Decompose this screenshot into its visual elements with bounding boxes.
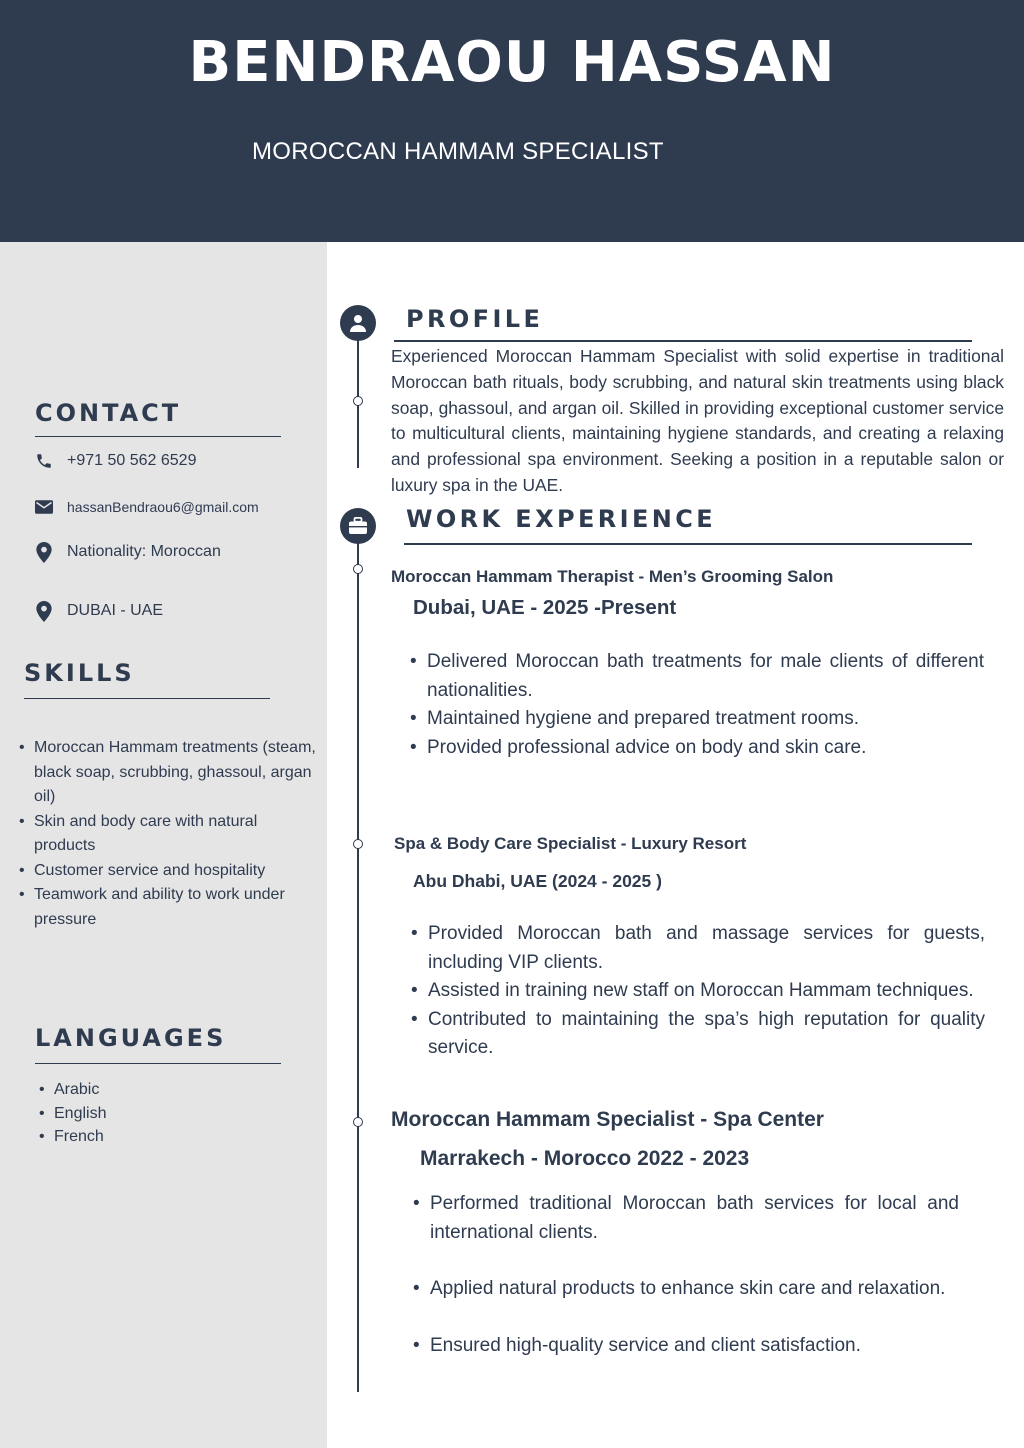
skills-rule [24,698,270,699]
job-role: Moroccan Hammam Therapist - Men’s Grooming Salon [391,567,834,586]
list-item: • Ensured high-quality service and client satisfaction. [413,1332,959,1361]
job-location: Abu Dhabi, UAE (2024 - 2025 ) [413,871,662,891]
list-item: • Maintained hygiene and prepared treatment rooms. [410,705,984,734]
job-bullets [411,920,985,1063]
list-item: • Arabic [38,1078,106,1102]
profile-user-icon [340,305,376,341]
list-item: • Teamwork and ability to work under pressure [18,883,318,932]
location: DUBAI - UAE [67,602,164,619]
job-location: Dubai, UAE - 2025 -Present [413,596,677,619]
contact-location [34,601,163,621]
candidate-title: MOROCCAN HAMMAM SPECIALIST [252,138,664,165]
languages-heading: LANGUAGES [35,1024,227,1052]
list-item: • Skin and body care with natural products [18,810,318,859]
briefcase-icon [340,508,376,544]
contact-phone [34,451,196,471]
list-item: • Contributed to maintaining the spa’s high reputation for quality service. [411,1006,985,1063]
list-item: • Customer service and hospitality [18,859,318,884]
timeline-line [357,526,359,1392]
envelope-icon [34,497,54,517]
profile-heading: PROFILE [406,305,544,333]
contact-nationality [34,542,221,562]
languages-rule [35,1063,281,1064]
skills-heading: SKILLS [24,659,135,687]
location-pin-icon [34,601,54,621]
list-item: • English [38,1102,106,1126]
timeline-dot [353,1117,363,1127]
languages-list [38,1078,106,1149]
list-item: • French [38,1125,106,1149]
location-pin-icon [34,542,54,562]
email-address: hassanBendraou6@gmail.com [67,499,259,515]
list-item: • Provided professional advice on body and skin care. [410,734,984,763]
job-role: Moroccan Hammam Specialist - Spa Center [391,1108,824,1131]
list-item: • Delivered Moroccan bath treatments for male clients of different nationalities. [410,648,984,705]
timeline-dot [353,396,363,406]
timeline-dot [353,564,363,574]
nationality: Nationality: Moroccan [67,543,221,560]
candidate-name: BENDRAOU HASSAN [188,30,836,95]
header-banner [0,0,1024,242]
list-item: • Moroccan Hammam treatments (steam, black soap, scrubbing, ghassoul, argan oil) [18,736,318,810]
list-item: • Assisted in training new staff on Moroccan Hammam techniques. [411,977,985,1006]
job-bullets [413,1190,959,1360]
job-bullets [410,648,984,762]
work-experience-rule [404,543,972,545]
timeline-dot [353,839,363,849]
job-location: Marrakech - Morocco 2022 - 2023 [420,1147,750,1170]
contact-heading: CONTACT [35,399,182,427]
list-item: • Provided Moroccan bath and massage services for guests, including VIP clients. [411,920,985,977]
profile-rule [394,340,972,342]
contact-email [34,497,259,517]
job-role: Spa & Body Care Specialist - Luxury Resort [394,834,747,853]
work-experience-heading: WORK EXPERIENCE [406,505,717,533]
timeline-line [357,322,359,468]
list-item: • Applied natural products to enhance skin care and relaxation. [413,1275,959,1304]
list-item: • Performed traditional Moroccan bath services for local and international clients. [413,1190,959,1247]
contact-rule [35,436,281,437]
phone-number: +971 50 562 6529 [67,452,197,469]
profile-summary: Experienced Moroccan Hammam Specialist with solid expertise in traditional Moroccan bath rituals, body scrubbing, and natural skin treatments using black soap, ghassoul, and argan oil. Skilled in providing exceptional customer service to multicultural clients, maintaining hygiene standards, and creating a relaxing and professional spa environment. Seeking a position in a reputable salon or luxury spa in the UAE. [391,346,1004,495]
skills-list [18,736,318,932]
phone-icon [34,451,54,471]
